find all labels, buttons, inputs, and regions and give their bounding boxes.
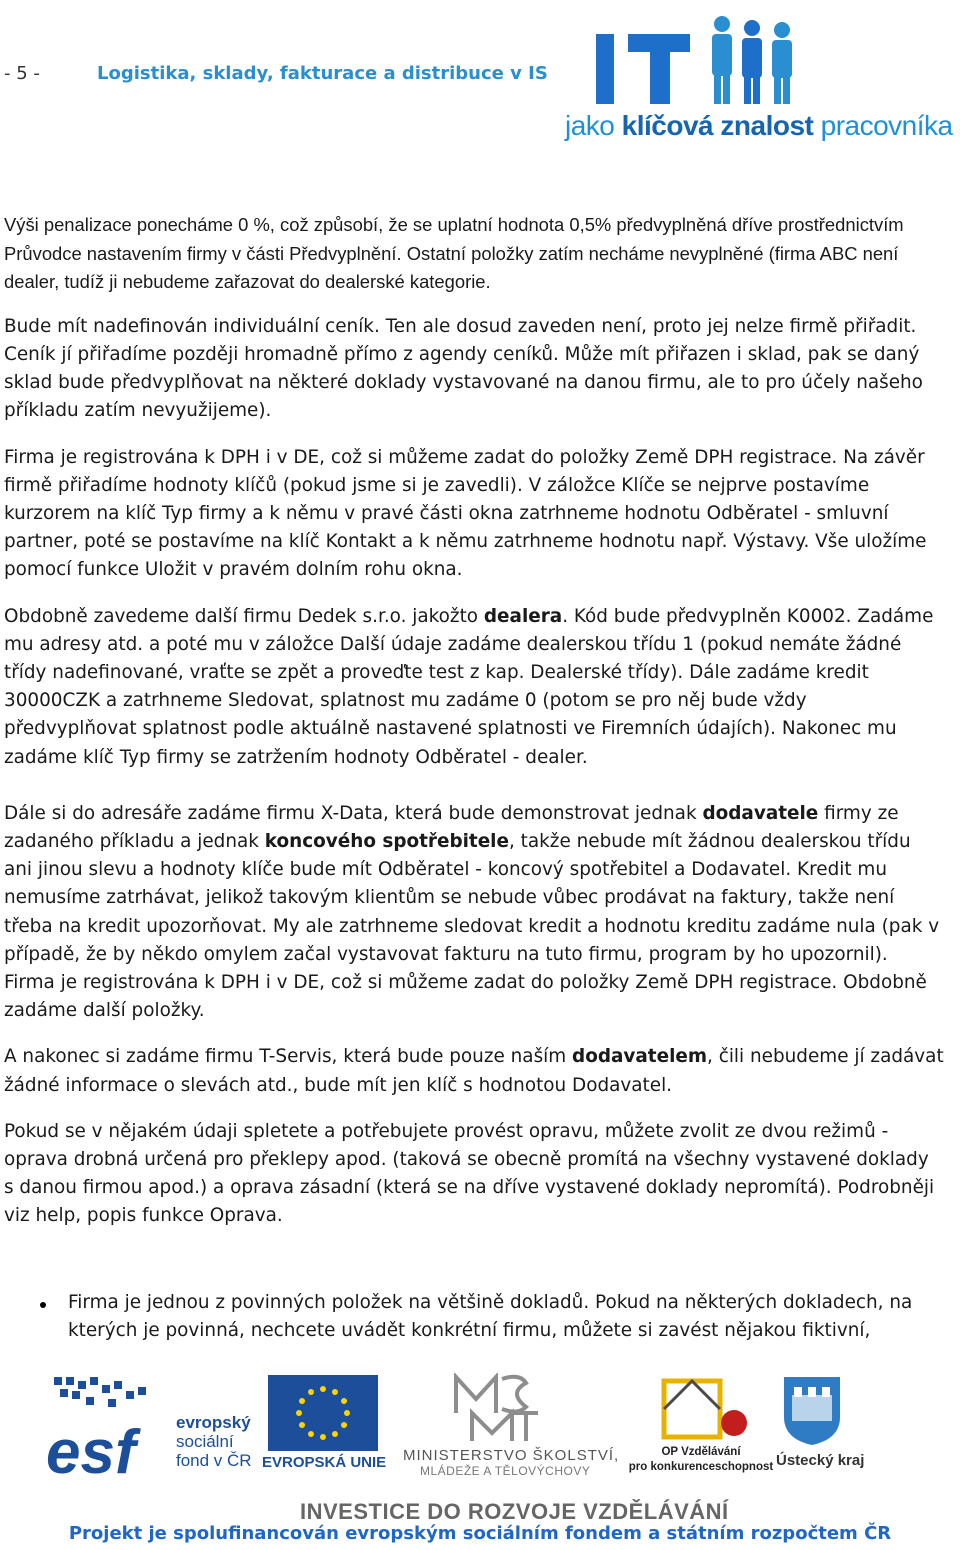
msmt-label: MINISTERSTVO ŠKOLSTVÍ, <box>403 1447 620 1464</box>
bullet-list <box>40 1289 940 1346</box>
investice-banner: INVESTICE DO ROZVOJE VZDĚLÁVÁNÍ <box>300 1499 729 1524</box>
svg-text:esf: esf <box>46 1418 136 1477</box>
people-silhouettes-icon <box>712 16 792 104</box>
ustecky-kraj-crest-icon <box>780 1373 844 1447</box>
cofinancing-note: Projekt je spolufinancován evropským sociálním fondem a státním rozpočtem ČR <box>68 1523 892 1544</box>
bullet-icon <box>40 1302 46 1308</box>
eu-flag-icon <box>268 1375 378 1451</box>
esf-logo <box>46 1377 164 1477</box>
document-body <box>4 211 944 1249</box>
op-label: OP Vzdělávání pro konkurenceschopnost <box>628 1446 774 1473</box>
paragraph-oprava: Pokud se v nějakém údaji spletete a potřebujete provést opravu, můžete zvolit ze dvou režimů - oprava drobná určená pro překlepy apod. (taková se obecně promítá na všechny vystavené doklady s danou firmou apod.) a oprava zásadní (která se na dříve vystavené doklady nepromítá). Podrobněji viz help, popis funkce Oprava. <box>4 1120 935 1227</box>
paragraph-dph-registrace: Firma je registrována k DPH i v DE, což si můžeme zadat do položky Země DPH registrace. Na závěr firmě přiřadíme hodnoty klíčů (pokud jsme si je zavedli). V záložce Klíče se nejprve postavíme kurzorem na klíč Typ firmy a k němu v pravé části okna zatrhneme hodnotu Odběratel - smluvní partner, poté se postavíme na klíč Kontakt a k němu zatrhneme hodnotu např. Výstavy. Vše uložíme pomocí funkce Uložit v pravém dolním rohu okna. <box>4 446 927 581</box>
eu-label: EVROPSKÁ UNIE <box>262 1454 387 1471</box>
page-header <box>0 0 960 160</box>
paragraph-x-data: Dále si do adresáře zadáme firmu X-Data, která bude demonstrovat jednak dodavatele firmy ze zadaného příkladu a jednak koncového spotřebitele, takže nebude mít žádnou dealerskou třídu ani jinou slevu a hodnoty klíče bude mít Odběratel - koncový spotřebitel a Dodavatel. Kredit mu nemusíme zatrhávat, jelikož takovým klientům se nebude vůbec prodávat na faktury, takže není třeba na kredit upozorňovat. My ale zatrhneme sledovat kredit a hodnotu kreditu zadáme nula (pak v případě, že by někdo omylem začal vystavovat fakturu na tuto firmu, program by ho upozornil). Firma je registrována k DPH i v DE, což si můžeme zadat do položky Země DPH registrace. Obdobně zadáme další položky. <box>4 802 940 1022</box>
msmt-logo <box>452 1373 542 1445</box>
msmt-sublabel: MLÁDEŽE A TĚLOVÝCHOVY <box>420 1464 591 1478</box>
paragraph-penalizace: Výši penalizace ponecháme 0 %, což způsobí, že se uplatní hodnota 0,5% předvyplněná dříve prostřednictvím Průvodce nastavením firmy v části Předvyplnění. Ostatní položky zatím necháme nevyplněné (firma ABC není dealer, tudíž ji nebudeme zařazovat do dealerské kategorie. <box>4 214 904 293</box>
paragraph-cenik: Bude mít nadefinován individuální ceník. Ten ale dosud zaveden není, proto jej nelze firmě přiřadit. Ceník jí přiřadíme později hromadně přímo z agendy ceníků. Může mít přiřazen i sklad, pak se daný sklad bude předvyplňovat na některé doklady vystavované na danou firmu, ale to pro účely našeho příkladu zatím nevyužijeme). <box>4 315 923 422</box>
esf-logo-text: evropský sociální fond v ČR <box>176 1413 252 1470</box>
list-item: Firma je jednou z povinných položek na většině dokladů. Pokud na některých dokladech, na kterých je povinná, nechcete uvádět konkrétní firmu, můžete si zavést nějakou fiktivní, <box>40 1289 940 1346</box>
paragraph-dedek-dealer: Obdobně zavedeme další firmu Dedek s.r.o. jakožto dealera. Kód bude předvyplněn K0002. Zadáme mu adresy atd. a poté mu v záložce Další údaje zadáme dealerskou třídu 1 (pokud nemáte žádné třídy nadefinované, vraťte se zpět a proveďte test z kap. Dealerské třídy). Dále zadáme kredit 30000CZK a zatrhneme Sledovat, splatnost mu zadáme 0 (potom se pro něj bude vždy předvyplňovat splatnost podle aktuálně nastavené splatnosti ve Firemních údajích). Nakonec mu zadáme klíč Typ firmy se zatržením hodnoty Odběratel - dealer. <box>4 605 934 768</box>
it-logo-tagline: jako klíčová znalost pracovníka <box>565 110 953 141</box>
kraj-label: Ústecký kraj <box>776 1452 865 1469</box>
page-footer <box>0 1365 960 1550</box>
op-vzdelavani-logo <box>650 1373 750 1445</box>
page-number: - 5 - <box>4 63 40 84</box>
document-section-title: Logistika, sklady, fakturace a distribuce v IS <box>97 63 548 84</box>
paragraph-t-servis: A nakonec si zadáme firmu T-Servis, která bude pouze naším dodavatelem, čili nebudeme jí zadávat žádné informace o slevách atd., bude mít jen klíč s hodnotou Dodavatel. <box>4 1046 944 1096</box>
